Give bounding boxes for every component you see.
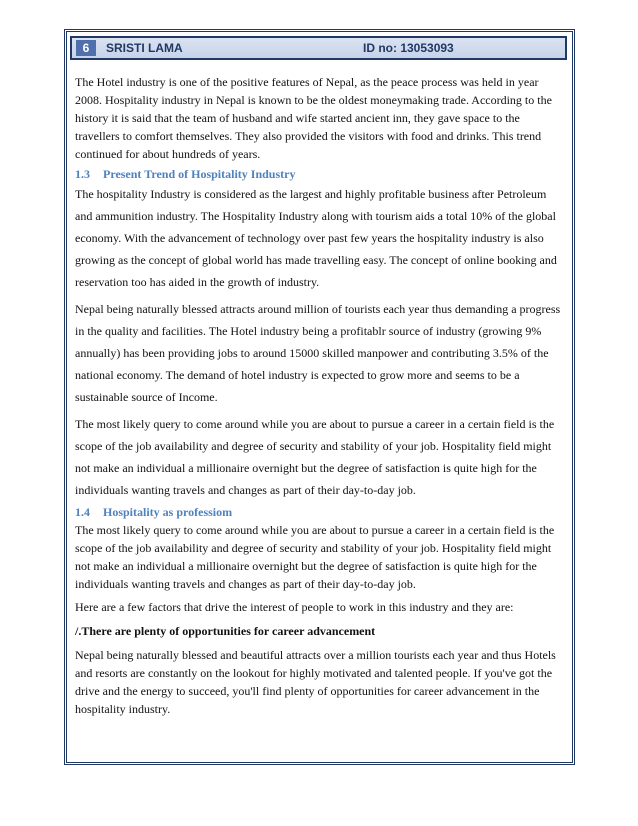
- factor-heading: /.There are plenty of opportunities for career advancement: [75, 624, 376, 638]
- page-number: 6: [76, 40, 96, 56]
- document-body: [75, 73, 564, 718]
- section-number: 1.4: [75, 505, 90, 519]
- paragraph: The most likely query to come around while you are about to pursue a career in a certain field is the scope of the job availability and degree of security and stability of your job. Hospitality field might not make an individual a millionaire overnight but the degree of satisfaction is quite high for the individuals wanting travels and changes as part of their day-to-day job.: [75, 523, 555, 591]
- intro-paragraph: The Hotel industry is one of the positive features of Nepal, as the peace process was held in year 2008. Hospitality industry in Nepal is known to be the oldest moneymaking trade. According to the history it is said that the team of husband and wife started ancient inn, they gave space to the travellers to comfort themselves. They also provided the visitors with food and drinks. This trend continued for about hundreds of years.: [75, 75, 552, 161]
- paragraph: The hospitality Industry is considered as the largest and highly profitable business after Petroleum and ammunition industry. The Hospitality Industry along with tourism aids a total 10% of the global economy. With the advancement of technology over past few years the hospitality industry is also growing as the concept of global world has made travelling easy. The concept of online booking and reservation too has aided in the growth of industry.: [75, 187, 557, 289]
- paragraph: The most likely query to come around while you are about to pursue a career in a certain field is the scope of the job availability and degree of security and stability of your job. Hospitality field might not make an individual a millionaire overnight but the degree of satisfaction is quite high for the individuals wanting travels and changes as part of their day-to-day job.: [75, 417, 555, 497]
- section-number: 1.3: [75, 167, 90, 181]
- paragraph: Here are a few factors that drive the interest of people to work in this industry and they are:: [75, 600, 514, 614]
- page-header: [70, 36, 567, 60]
- section-heading-1-4: [75, 503, 564, 521]
- section-title: Hospitality as professiom: [103, 505, 233, 519]
- section-title: Present Trend of Hospitality Industry: [103, 167, 296, 181]
- paragraph: Nepal being naturally blessed attracts around million of tourists each year thus demanding a progress in the quality and facilities. The Hotel industry being a profitablr source of industry (growing 9% annually) has been providing jobs to around 15000 skilled manpower and contributing 3.5% of the national economy. The demand of hotel industry is expected to grow more and seems to be a sustainable source of Income.: [75, 302, 561, 404]
- paragraph: Nepal being naturally blessed and beautiful attracts over a million tourists each year and thus Hotels and resorts are constantly on the lookout for highly motivated and talented people. If you've got the drive and the energy to succeed, you'll find plenty of opportunities for career advancement in the hospitality industry.: [75, 648, 556, 716]
- student-id: ID no: 13053093: [363, 41, 454, 55]
- author-name: SRISTI LAMA: [106, 41, 183, 55]
- section-heading-1-3: [75, 165, 564, 183]
